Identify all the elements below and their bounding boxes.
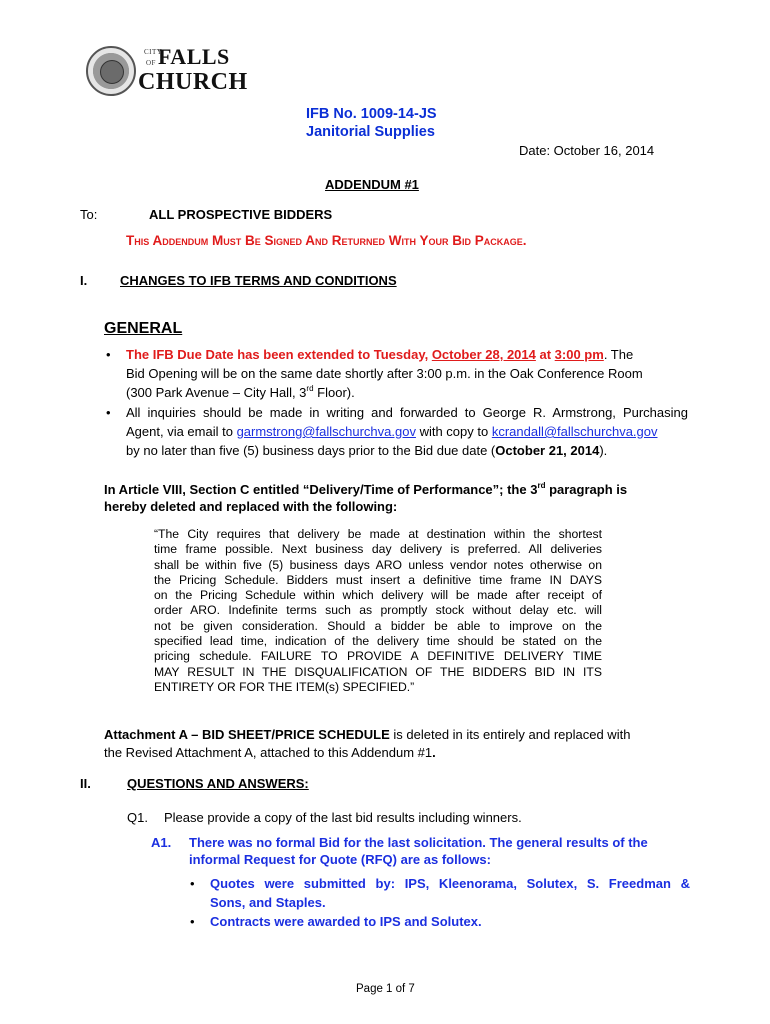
deadline-line: [126, 443, 607, 458]
general-heading: GENERAL: [104, 320, 183, 337]
quote-line: not be given consideration. Should a bidder be able to improve on the: [154, 618, 602, 633]
attachment-period: .: [432, 745, 436, 760]
due-date-tail: . The: [603, 347, 634, 362]
a1-line-2: informal Request for Quote (RFQ) are as follows:: [189, 852, 491, 867]
ifb-number: IFB No. 1009-14-JS: [306, 106, 437, 122]
due-date-at: at: [535, 347, 555, 362]
bid-opening-line: Bid Opening will be on the same date shortly after 3:00 p.m. in the Oak Conference Room: [126, 366, 643, 381]
article-sup: rd: [537, 480, 546, 490]
ifb-subject: Janitorial Supplies: [306, 124, 435, 140]
attachment-text: is deleted in its entirely and replaced with: [389, 727, 631, 742]
deadline-text: by no later than five (5) business days prior to the Bid due date (: [126, 443, 496, 458]
location-line: [126, 385, 355, 400]
due-date-date: October 28, 2014: [431, 347, 536, 362]
city-logo: [86, 44, 246, 100]
attachment-text-2: the Revised Attachment A, attached to this Addendum #1: [104, 745, 433, 760]
a1-line-1: There was no formal Bid for the last solicitation. The general results of the: [189, 835, 648, 850]
attachment-line-1: [104, 727, 630, 742]
a1-bullet-1-line-1: Quotes were submitted by: IPS, Kleenorama, Solutex, S. Freedman &: [210, 876, 690, 891]
to-label: To:: [80, 207, 98, 222]
attachment-line-2: [104, 745, 436, 760]
article-text-end: paragraph is: [545, 482, 628, 497]
location-sup: rd: [306, 383, 314, 393]
bullet-icon: •: [190, 876, 195, 891]
section-1-heading: CHANGES TO IFB TERMS AND CONDITIONS: [120, 273, 397, 288]
quote-line: the Pricing Schedule. Bidders must insert a definitive time frame IN DAYS: [154, 572, 602, 587]
article-line-1: [104, 482, 627, 497]
logo-falls-text: FALLS: [158, 44, 230, 69]
logo-of-text: OF: [146, 59, 156, 67]
section-2-heading: QUESTIONS AND ANSWERS:: [127, 776, 309, 791]
purchasing-email-link[interactable]: garmstrong@fallschurchva.gov: [236, 424, 416, 439]
logo-church-text: CHURCH: [138, 69, 248, 95]
section-1-numeral: I.: [80, 273, 88, 288]
bullet-icon: •: [106, 405, 111, 420]
deadline-date: October 21, 2014: [495, 443, 600, 458]
attachment-title: Attachment A – BID SHEET/PRICE SCHEDULE: [104, 727, 390, 742]
quote-line: ENTIRETY OR FOR THE ITEM(s) SPECIFIED.”: [154, 679, 415, 694]
addendum-title: ADDENDUM #1: [325, 177, 419, 192]
bullet-icon: •: [106, 347, 111, 362]
article-text: In Article VIII, Section C entitled “Delivery/Time of Performance”; the 3: [104, 482, 538, 497]
a1-label: A1.: [151, 835, 172, 850]
city-seal-icon: [86, 46, 136, 96]
email-line-text: Agent, via email to: [126, 424, 237, 439]
document-date: Date: October 16, 2014: [519, 143, 655, 158]
due-date-line: [126, 347, 633, 362]
q1-text: Please provide a copy of the last bid results including winners.: [164, 810, 522, 825]
quote-line: order ARO. Indefinite terms such as promptly stock without delay etc. will: [154, 603, 602, 618]
article-line-2: hereby deleted and replaced with the following:: [104, 499, 398, 514]
email-line-copy: with copy to: [415, 424, 492, 439]
page-number: Page 1 of 7: [356, 983, 415, 995]
section-2-numeral: II.: [80, 776, 91, 791]
logo-city-text: CITY: [144, 48, 163, 56]
email-line: [126, 424, 658, 439]
inquiries-line: All inquiries should be made in writing and forwarded to George R. Armstrong, Purchasing: [126, 405, 688, 420]
quote-line: “The City requires that delivery be made at destination within the shortest: [154, 527, 602, 541]
quote-line: MAY RESULT IN THE DISQUALIFICATION OF THE BIDDERS BID IN ITS: [154, 664, 602, 679]
quote-line: specified lead time, indication of the delivery time should be stated on the: [154, 634, 602, 649]
q1-label: Q1.: [127, 810, 148, 825]
quote-line: pricing schedule. FAILURE TO PROVIDE A DEFINITIVE DELIVERY TIME: [154, 649, 602, 664]
quote-line: shall be within five (5) business days ARO unless vendor notes otherwise on: [154, 557, 602, 572]
delivery-quote: [154, 527, 602, 695]
deadline-text-end: ).: [599, 443, 608, 458]
quote-line: on the Pricing Schedule within which delivery will be made after receipt of: [154, 588, 602, 603]
due-date-intro: The IFB Due Date has been extended to Tuesday,: [126, 347, 432, 362]
quote-line: time frame possible. Next business day delivery is preferred. All deliveries: [154, 542, 602, 557]
due-date-time: 3:00 pm: [554, 347, 604, 362]
copy-email-link[interactable]: kcrandall@fallschurchva.gov: [491, 424, 658, 439]
location-text-end: Floor).: [313, 385, 355, 400]
a1-bullet-1-line-2: Sons, and Staples.: [210, 895, 326, 910]
bullet-icon: •: [190, 914, 195, 929]
signature-notice: This Addendum Must Be Signed And Returned With Your Bid Package.: [126, 233, 527, 248]
to-recipients: ALL PROSPECTIVE BIDDERS: [149, 207, 333, 222]
a1-bullet-2: Contracts were awarded to IPS and Solutex.: [210, 914, 482, 929]
location-text: (300 Park Avenue – City Hall, 3: [126, 385, 307, 400]
